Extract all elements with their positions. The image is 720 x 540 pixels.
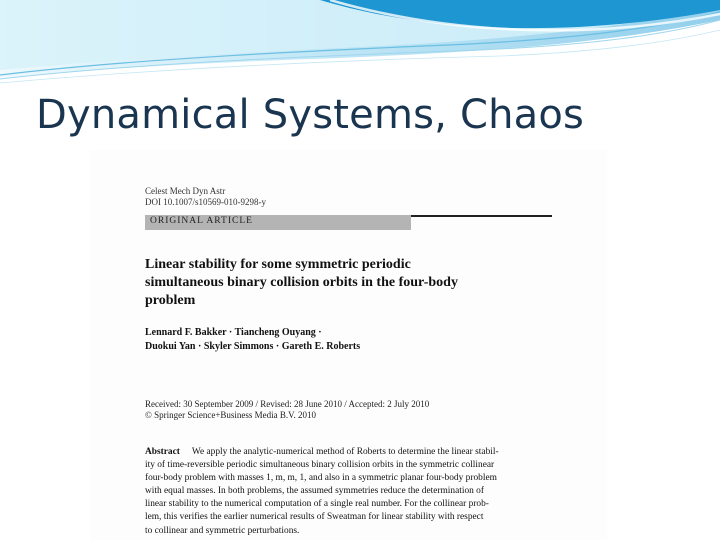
abstract-line: lem, this verifies the earlier numerical results of Sweatman for linear stability with respect (145, 512, 484, 523)
abstract (145, 446, 553, 538)
paper-title (145, 256, 545, 310)
journal-info (145, 186, 266, 208)
author-list (145, 326, 360, 354)
abstract-line: ity of time-reversible periodic simultaneous binary collision orbits in the symmetric collinear (145, 460, 495, 471)
received-dates: Received: 30 September 2009 / Revised: 28 June 2010 / Accepted: 2 July 2010 (145, 399, 430, 409)
header-rule (411, 215, 552, 217)
slide-title: Dynamical Systems, Chaos (36, 92, 585, 138)
article-type-bar (145, 215, 411, 230)
author-line: Lennard F. Bakker · Tiancheng Ouyang · (145, 327, 322, 338)
header-wave-decoration (0, 0, 720, 95)
abstract-line: to collinear and symmetric perturbations. (145, 525, 300, 536)
journal-name: Celest Mech Dyn Astr (145, 186, 226, 196)
abstract-line: linear stability to the numerical computation of a single real number. For the collinear prob- (145, 499, 489, 510)
copyright-notice: © Springer Science+Business Media B.V. 2010 (145, 410, 316, 420)
author-line: Duokui Yan · Skyler Simmons · Gareth E. Roberts (145, 341, 361, 352)
abstract-line: four-body problem with masses 1, m, m, 1, and also in a symmetric planar four-body problem (145, 473, 497, 484)
abstract-line: with equal masses. In both problems, the assumed symmetries reduce the determination of (145, 486, 484, 497)
paper-title-line: Linear stability for some symmetric periodic (145, 257, 411, 272)
abstract-label: Abstract (145, 447, 180, 457)
paper-title-line: problem (145, 293, 196, 308)
paper-title-line: simultaneous binary collision orbits in the four-body (145, 275, 458, 290)
doi-text: DOI 10.1007/s10569-010-9298-y (145, 197, 266, 207)
paper-image (90, 150, 607, 540)
abstract-line-text: We apply the analytic-numerical method of Roberts to determine the linear stabil- (191, 447, 499, 457)
article-type-label: ORIGINAL ARTICLE (150, 216, 253, 226)
publication-dates (145, 399, 429, 421)
abstract-line (145, 446, 553, 459)
